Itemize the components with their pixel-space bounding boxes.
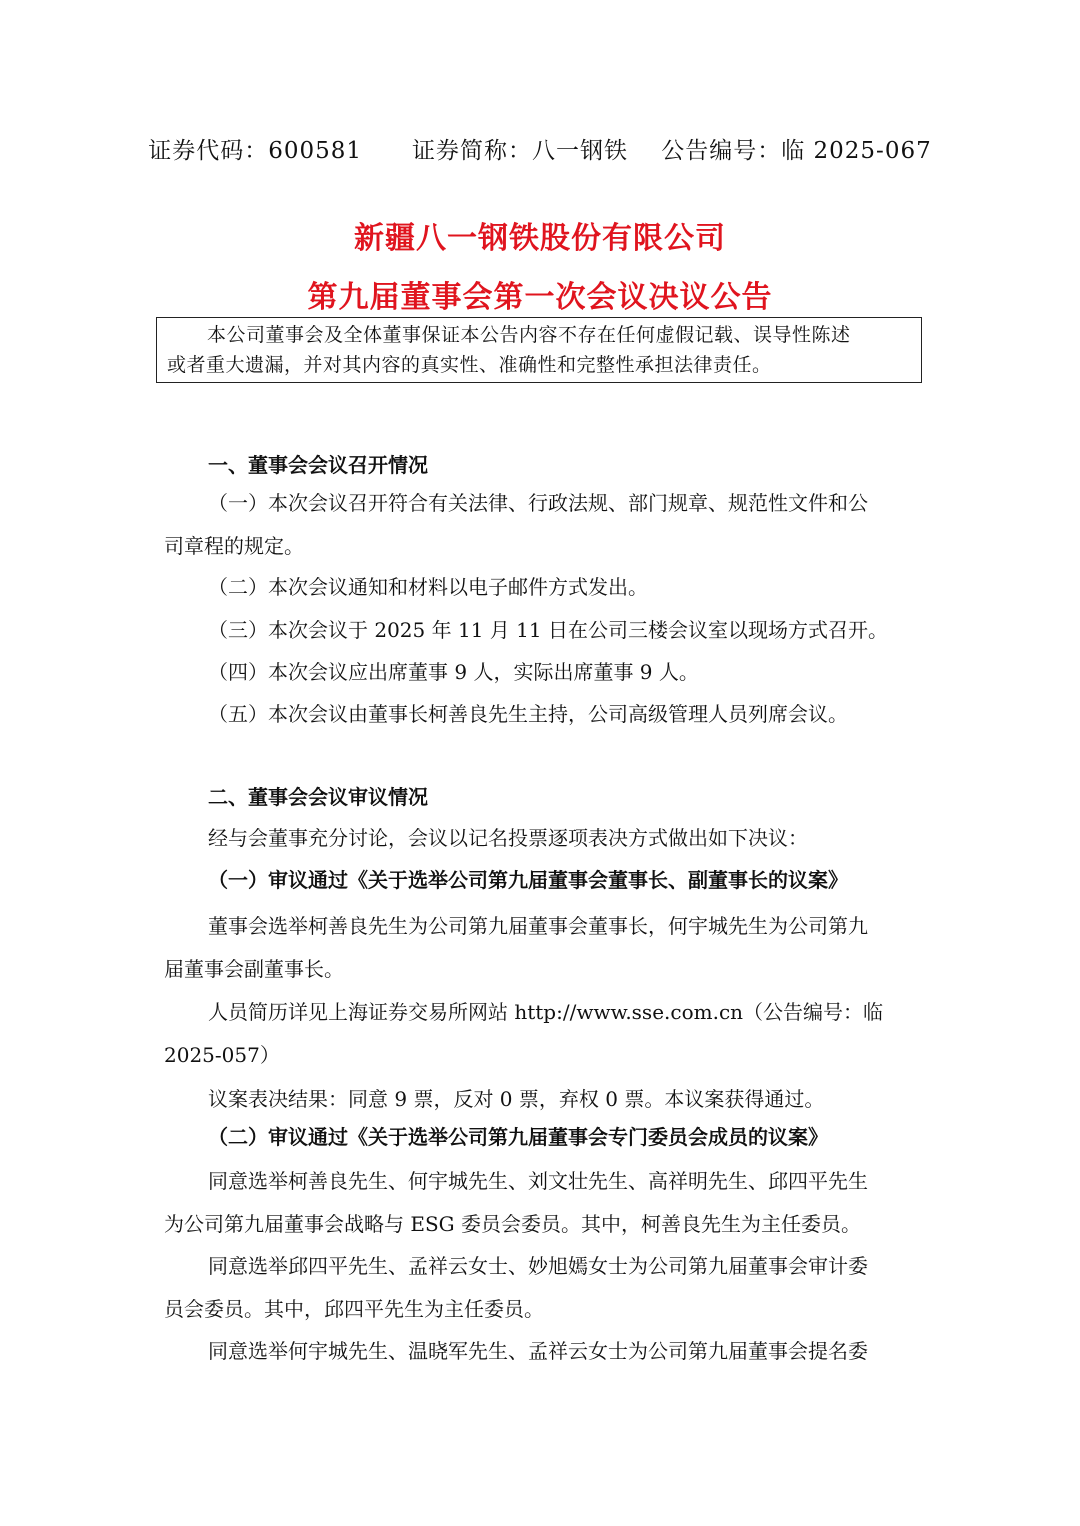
section-1-item-2 [164, 566, 918, 609]
motion-2-paragraph-3 [164, 1330, 918, 1373]
paragraph-text-cont: 员会委员。其中，邱四平先生为主任委员。 [164, 1297, 544, 1321]
item-text: （二）本次会议通知和材料以电子邮件方式发出。 [208, 575, 648, 599]
motion-2-title: （二）审议通过《关于选举公司第九届董事会专门委员会成员的议案》 [208, 1125, 828, 1149]
paragraph-text: 董事会选举柯善良先生为公司第九届董事会董事长，何宇城先生为公司第九 [208, 914, 868, 938]
section-2-intro: 经与会董事充分讨论，会议以记名投票逐项表决方式做出如下决议： [208, 826, 808, 850]
section-2-heading: 二、董事会会议审议情况 [208, 785, 428, 809]
item-text: （三）本次会议于 2025 年 11 月 11 日在公司三楼会议室以现场方式召开。 [208, 618, 888, 642]
item-text: （一）本次会议召开符合有关法律、行政法规、部门规章、规范性文件和公 [208, 491, 868, 515]
paragraph-text-cont: 2025-057） [164, 1043, 280, 1067]
motion-1-result: 议案表决结果：同意 9 票，反对 0 票，弃权 0 票。本议案获得通过。 [208, 1087, 825, 1111]
paragraph-text-cont: 为公司第九届董事会战略与 ESG 委员会委员。其中，柯善良先生为主任委员。 [164, 1212, 861, 1236]
paragraph-text: 人员简历详见上海证券交易所网站 http://www.sse.com.cn（公告编号：临 [208, 1000, 884, 1024]
motion-2-paragraph-2 [164, 1245, 918, 1331]
motion-1-title: （一）审议通过《关于选举公司第九届董事会董事长、副董事长的议案》 [208, 868, 848, 892]
section-1-item-5 [164, 693, 918, 736]
motion-2-paragraph-1 [164, 1160, 918, 1246]
paragraph-text: 同意选举何宇城先生、温晓军先生、孟祥云女士为公司第九届董事会提名委 [208, 1339, 868, 1363]
meeting-title: 第九届董事会第一次会议决议公告 [307, 280, 773, 315]
section-1-item-1 [164, 482, 918, 568]
disclaimer-line-2: 或者重大遗漏，并对其内容的真实性、准确性和完整性承担法律责任。 [167, 354, 772, 376]
section-1-heading: 一、董事会会议召开情况 [208, 453, 428, 477]
motion-1-paragraph-1 [164, 905, 918, 991]
motion-1-paragraph-2 [164, 991, 918, 1077]
section-1-item-3 [164, 609, 918, 652]
item-text: （四）本次会议应出席董事 9 人，实际出席董事 9 人。 [208, 660, 699, 684]
disclaimer-box [156, 317, 922, 383]
paragraph-text-cont: 届董事会副董事长。 [164, 957, 344, 981]
paragraph-text: 同意选举柯善良先生、何宇城先生、刘文壮先生、高祥明先生、邱四平先生 [208, 1169, 868, 1193]
company-title: 新疆八一钢铁股份有限公司 [354, 221, 726, 256]
filing-header [0, 132, 1080, 165]
item-text-cont: 司章程的规定。 [164, 534, 304, 558]
security-code: 证券代码：600581 [148, 138, 363, 164]
paragraph-text: 同意选举邱四平先生、孟祥云女士、妙旭嫣女士为公司第九届董事会审计委 [208, 1254, 868, 1278]
item-text: （五）本次会议由董事长柯善良先生主持，公司高级管理人员列席会议。 [208, 702, 848, 726]
disclaimer-line-1: 本公司董事会及全体董事保证本公告内容不存在任何虚假记载、误导性陈述 [207, 324, 851, 346]
security-abbreviation: 证券简称：八一钢铁 [411, 138, 628, 164]
section-1-item-4 [164, 651, 918, 694]
notice-number: 公告编号：临 2025-067 [661, 138, 932, 164]
